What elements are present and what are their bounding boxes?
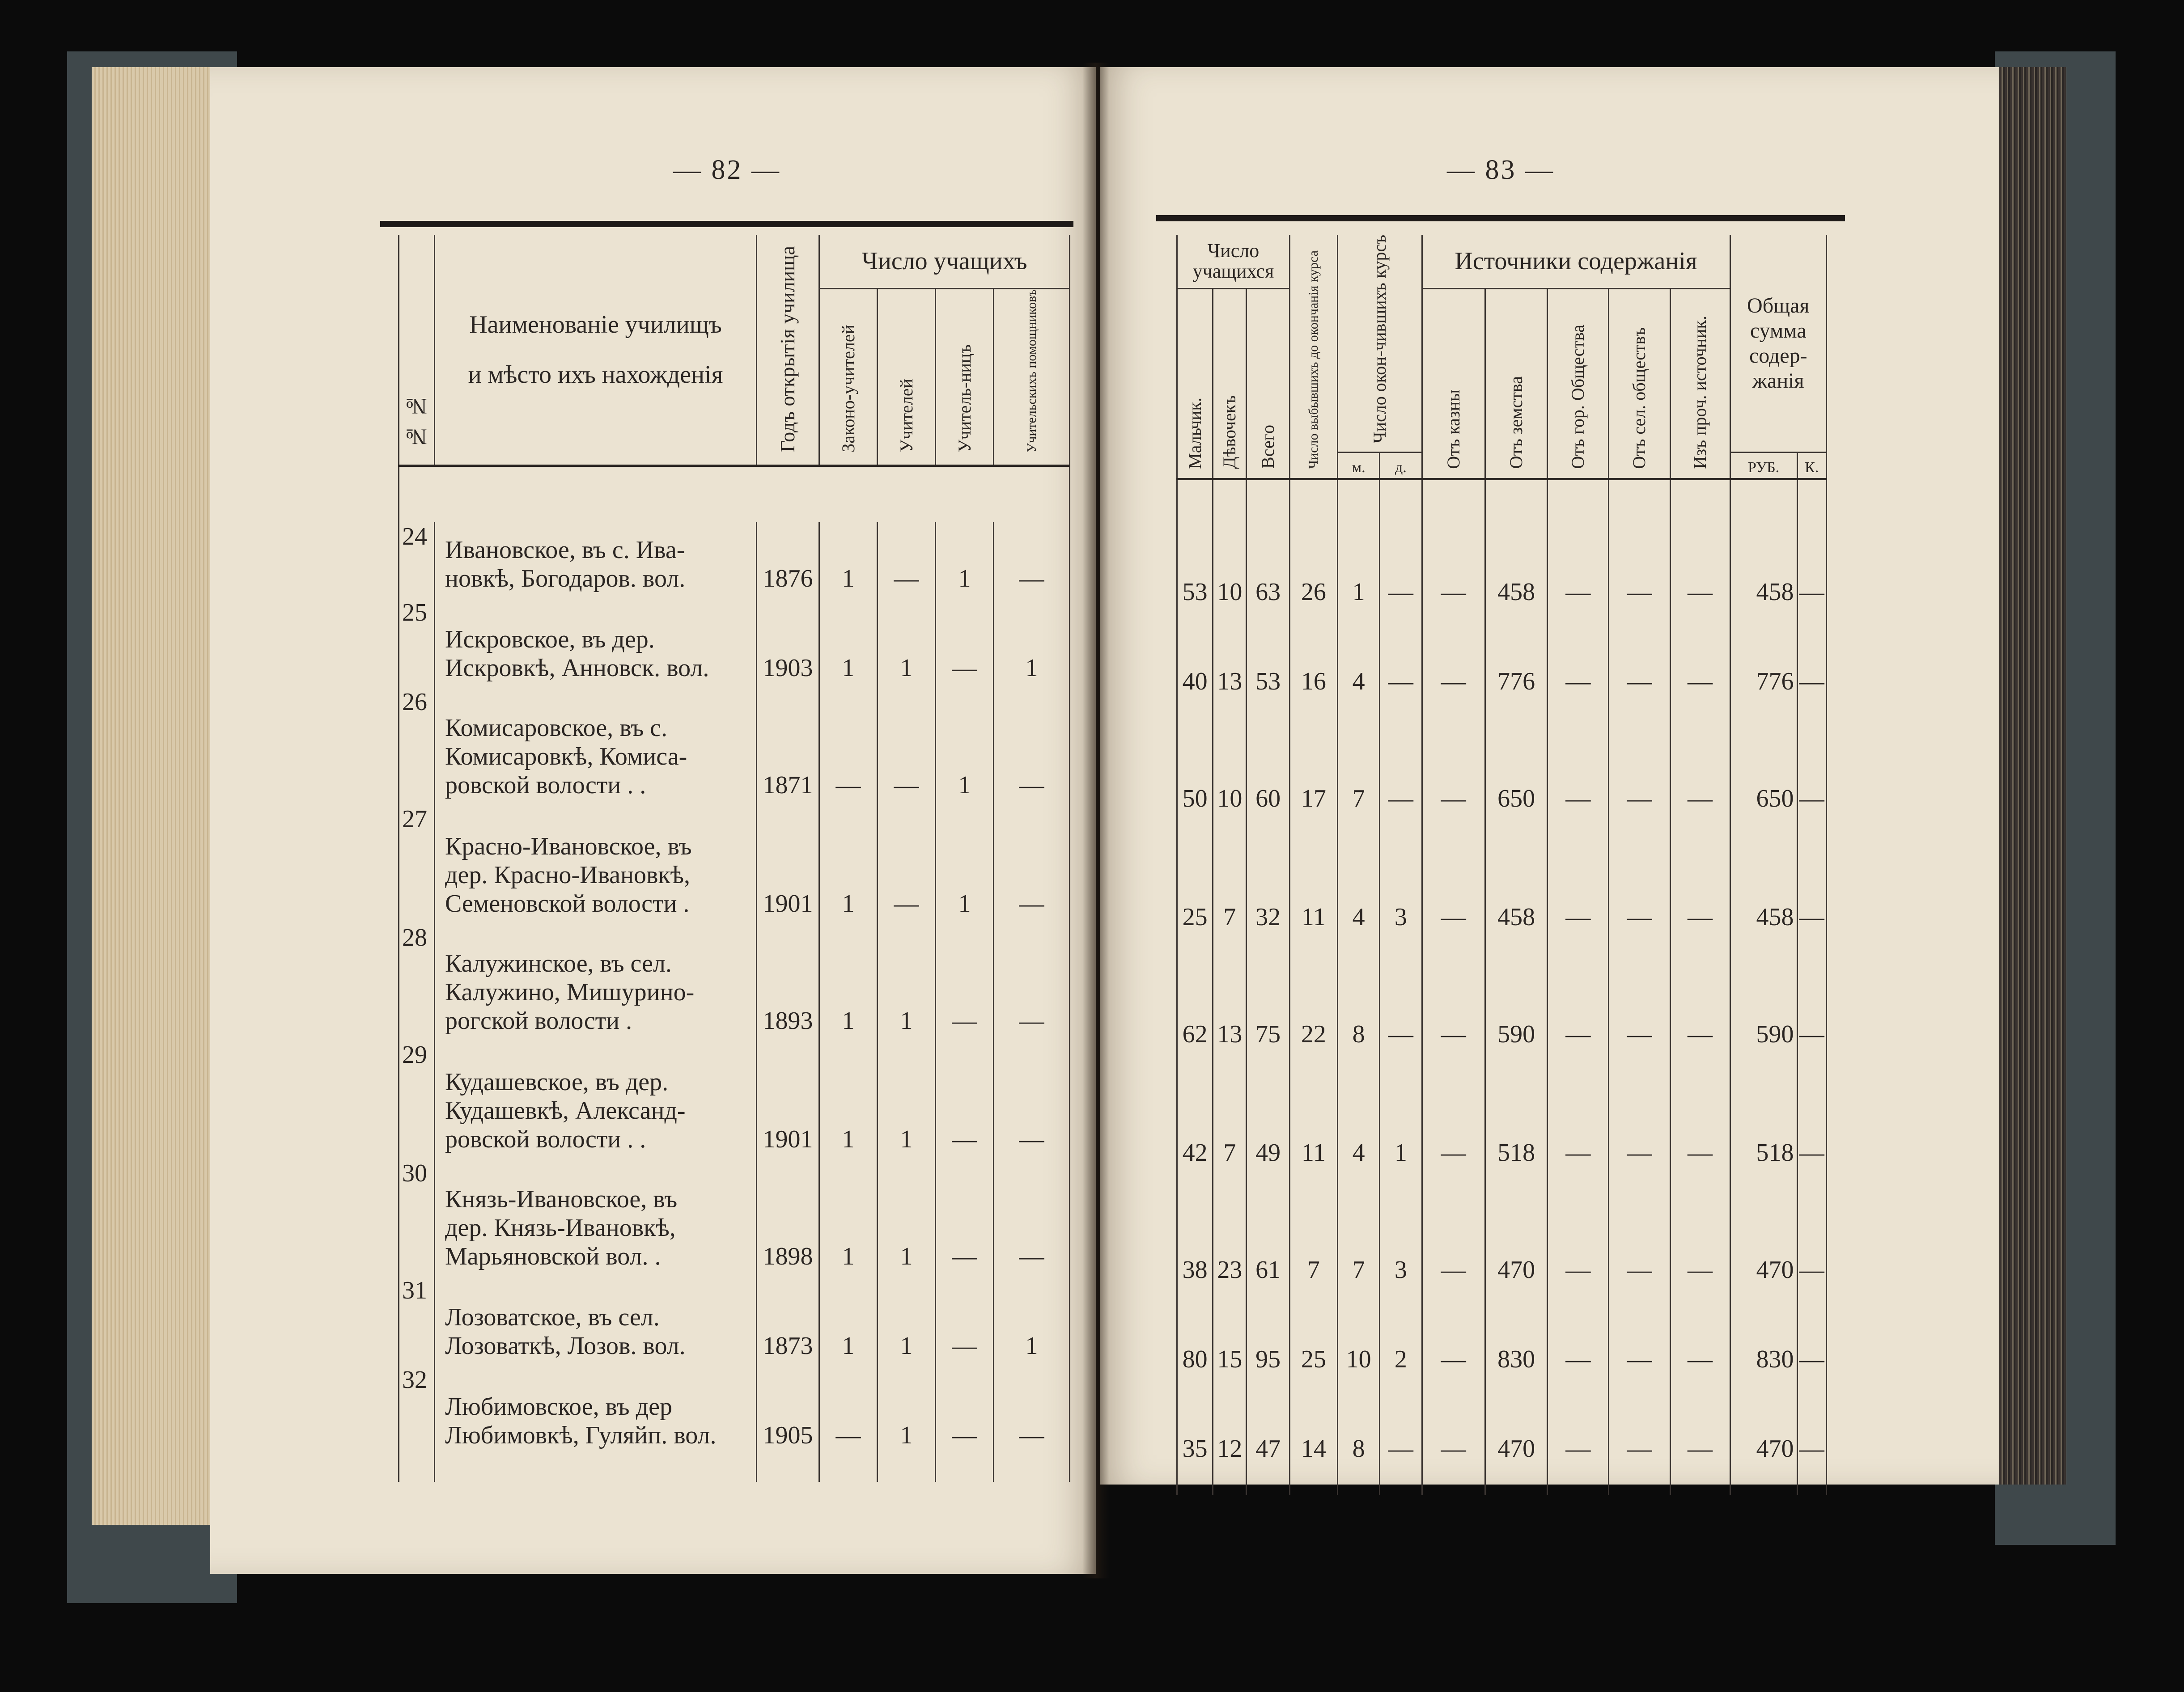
treasury-funds: — bbox=[1422, 1054, 1485, 1172]
opening-year: 1898 bbox=[757, 1159, 819, 1276]
zemstvo-funds: 518 bbox=[1485, 1054, 1547, 1172]
teacher-women-count: 1 bbox=[936, 688, 994, 805]
boys-count: 42 bbox=[1177, 1054, 1213, 1172]
girls-count: 10 bbox=[1213, 536, 1247, 612]
village-funds: — bbox=[1609, 1172, 1670, 1290]
girls-count: 13 bbox=[1213, 937, 1247, 1054]
total-count: 63 bbox=[1247, 536, 1289, 612]
school-name: Калужинское, въ сел. Калужино, Мишурино- рогской волости . bbox=[435, 923, 757, 1041]
table-row bbox=[399, 522, 1070, 598]
assistants-count: — bbox=[994, 805, 1070, 923]
total-kop: — bbox=[1797, 1290, 1826, 1379]
village-funds: — bbox=[1609, 1290, 1670, 1379]
total-rub: 590 bbox=[1730, 937, 1797, 1054]
law-teachers-count: — bbox=[819, 1366, 878, 1455]
zemstvo-funds: 650 bbox=[1485, 701, 1547, 818]
boys-count: 25 bbox=[1177, 818, 1213, 937]
total-rub: 458 bbox=[1730, 536, 1797, 612]
school-name: Лозоватское, въ сел. Лозоваткѣ, Лозов. вол. bbox=[435, 1276, 757, 1366]
other-funds: — bbox=[1670, 1379, 1730, 1468]
total-rub: 650 bbox=[1730, 701, 1797, 818]
law-teachers-count: 1 bbox=[819, 1159, 878, 1276]
header-girls: Дѣвочекъ bbox=[1213, 288, 1247, 479]
header-graduated-group: Число окон-чившихъ курсъ bbox=[1337, 235, 1422, 453]
total-kop: — bbox=[1797, 1379, 1826, 1468]
graduated-boys: 4 bbox=[1337, 818, 1379, 937]
village-funds: — bbox=[1609, 1379, 1670, 1468]
total-kop: — bbox=[1797, 701, 1826, 818]
girls-count: 23 bbox=[1213, 1172, 1247, 1290]
header-sum-group: Общая сумма содер-жанія bbox=[1730, 235, 1826, 453]
zemstvo-funds: 470 bbox=[1485, 1379, 1547, 1468]
school-name: Князь-Ивановское, въ дер. Князь-Ивановкѣ, Марьяновской вол. . bbox=[435, 1159, 757, 1276]
boys-count: 40 bbox=[1177, 612, 1213, 701]
city-funds: — bbox=[1548, 536, 1609, 612]
teachers-count: — bbox=[878, 688, 936, 805]
graduated-girls: 3 bbox=[1380, 1172, 1422, 1290]
header-kop: К. bbox=[1797, 453, 1826, 479]
header-teachers: Учителей bbox=[878, 288, 936, 466]
boys-count: 35 bbox=[1177, 1379, 1213, 1468]
boys-count: 38 bbox=[1177, 1172, 1213, 1290]
table-row bbox=[399, 688, 1070, 805]
school-number: 31 bbox=[399, 1276, 435, 1366]
girls-count: 10 bbox=[1213, 701, 1247, 818]
zemstvo-funds: 830 bbox=[1485, 1290, 1547, 1379]
dropped-count: 26 bbox=[1289, 536, 1337, 612]
total-kop: — bbox=[1797, 818, 1826, 937]
teachers-count: 1 bbox=[878, 1041, 936, 1159]
header-school-name: Наименованіе училищъ и мѣсто ихъ нахожденія bbox=[435, 235, 757, 466]
dropped-count: 16 bbox=[1289, 612, 1337, 701]
header-dropped: Число выбывшихъ до окончанія курса bbox=[1289, 235, 1337, 479]
law-teachers-count: — bbox=[819, 688, 878, 805]
graduated-girls: — bbox=[1380, 1379, 1422, 1468]
table-row bbox=[399, 1366, 1070, 1455]
village-funds: — bbox=[1609, 1054, 1670, 1172]
table-row bbox=[1177, 701, 1827, 818]
total-count: 60 bbox=[1247, 701, 1289, 818]
graduated-boys: 7 bbox=[1337, 701, 1379, 818]
total-kop: — bbox=[1797, 1054, 1826, 1172]
dropped-count: 25 bbox=[1289, 1290, 1337, 1379]
table-row bbox=[399, 1159, 1070, 1276]
header-assistants: Учительскихъ помощниковъ bbox=[994, 288, 1070, 466]
other-funds: — bbox=[1670, 818, 1730, 937]
header-city: Отъ гор. Общества bbox=[1548, 288, 1609, 479]
total-rub: 458 bbox=[1730, 818, 1797, 937]
dropped-count: 11 bbox=[1289, 818, 1337, 937]
school-number: 24 bbox=[399, 522, 435, 598]
teachers-count: 1 bbox=[878, 598, 936, 688]
top-rule-left bbox=[380, 221, 1073, 227]
zemstvo-funds: 458 bbox=[1485, 818, 1547, 937]
total-rub: 830 bbox=[1730, 1290, 1797, 1379]
school-number: 25 bbox=[399, 598, 435, 688]
table-row bbox=[399, 1276, 1070, 1366]
header-rub: РУБ. bbox=[1730, 453, 1797, 479]
school-name: Ивановское, въ с. Ива- новкѣ, Богодаров. вол. bbox=[435, 522, 757, 598]
treasury-funds: — bbox=[1422, 1379, 1485, 1468]
other-funds: — bbox=[1670, 1290, 1730, 1379]
treasury-funds: — bbox=[1422, 701, 1485, 818]
boys-count: 80 bbox=[1177, 1290, 1213, 1379]
assistants-count: 1 bbox=[994, 598, 1070, 688]
teacher-women-count: — bbox=[936, 1276, 994, 1366]
header-boys: Мальчик. bbox=[1177, 288, 1213, 479]
pupils-funding-table bbox=[1176, 235, 1827, 1495]
header-teachers-group: Число учащихъ bbox=[819, 235, 1070, 288]
table-row bbox=[1177, 1290, 1827, 1379]
graduated-boys: 1 bbox=[1337, 536, 1379, 612]
total-kop: — bbox=[1797, 536, 1826, 612]
assistants-count: — bbox=[994, 522, 1070, 598]
opening-year: 1893 bbox=[757, 923, 819, 1041]
school-name: Кудашевское, въ дер. Кудашевкѣ, Александ- ровской волости . . bbox=[435, 1041, 757, 1159]
header-number: № № bbox=[399, 235, 435, 466]
page-number-right: — 83 — bbox=[1447, 155, 1555, 185]
opening-year: 1901 bbox=[757, 1041, 819, 1159]
total-kop: — bbox=[1797, 612, 1826, 701]
header-teacher-women: Учитель-ницъ bbox=[936, 288, 994, 466]
header-treasury: Отъ казны bbox=[1422, 288, 1485, 479]
graduated-girls: — bbox=[1380, 937, 1422, 1054]
total-rub: 776 bbox=[1730, 612, 1797, 701]
assistants-count: 1 bbox=[994, 1276, 1070, 1366]
book-gutter bbox=[1082, 63, 1109, 1578]
boys-count: 53 bbox=[1177, 536, 1213, 612]
total-count: 95 bbox=[1247, 1290, 1289, 1379]
total-kop: — bbox=[1797, 937, 1826, 1054]
girls-count: 15 bbox=[1213, 1290, 1247, 1379]
header-village: Отъ сел. обществъ bbox=[1609, 288, 1670, 479]
treasury-funds: — bbox=[1422, 937, 1485, 1054]
village-funds: — bbox=[1609, 701, 1670, 818]
table-row bbox=[1177, 612, 1827, 701]
city-funds: — bbox=[1548, 1290, 1609, 1379]
city-funds: — bbox=[1548, 1054, 1609, 1172]
graduated-boys: 8 bbox=[1337, 937, 1379, 1054]
graduated-boys: 10 bbox=[1337, 1290, 1379, 1379]
dropped-count: 22 bbox=[1289, 937, 1337, 1054]
girls-count: 7 bbox=[1213, 1054, 1247, 1172]
opening-year: 1901 bbox=[757, 805, 819, 923]
dropped-count: 7 bbox=[1289, 1172, 1337, 1290]
graduated-girls: — bbox=[1380, 612, 1422, 701]
school-number: 32 bbox=[399, 1366, 435, 1455]
table-row bbox=[1177, 536, 1827, 612]
assistants-count: — bbox=[994, 1366, 1070, 1455]
school-number: 29 bbox=[399, 1041, 435, 1159]
law-teachers-count: 1 bbox=[819, 923, 878, 1041]
header-graduated-d: д. bbox=[1380, 453, 1422, 479]
assistants-count: — bbox=[994, 1041, 1070, 1159]
page-edges-right bbox=[1999, 67, 2066, 1485]
zemstvo-funds: 776 bbox=[1485, 612, 1547, 701]
total-count: 47 bbox=[1247, 1379, 1289, 1468]
teachers-count: — bbox=[878, 805, 936, 923]
law-teachers-count: 1 bbox=[819, 1276, 878, 1366]
graduated-boys: 7 bbox=[1337, 1172, 1379, 1290]
assistants-count: — bbox=[994, 923, 1070, 1041]
table-row bbox=[1177, 1379, 1827, 1468]
boys-count: 50 bbox=[1177, 701, 1213, 818]
total-count: 49 bbox=[1247, 1054, 1289, 1172]
village-funds: — bbox=[1609, 937, 1670, 1054]
school-number: 26 bbox=[399, 688, 435, 805]
teachers-count: — bbox=[878, 522, 936, 598]
school-name: Любимовское, въ дер Любимовкѣ, Гуляйп. вол. bbox=[435, 1366, 757, 1455]
total-count: 53 bbox=[1247, 612, 1289, 701]
table-row bbox=[399, 1041, 1070, 1159]
total-kop: — bbox=[1797, 1172, 1826, 1290]
graduated-girls: 3 bbox=[1380, 818, 1422, 937]
teachers-count: 1 bbox=[878, 1159, 936, 1276]
treasury-funds: — bbox=[1422, 536, 1485, 612]
teacher-women-count: — bbox=[936, 923, 994, 1041]
other-funds: — bbox=[1670, 701, 1730, 818]
graduated-boys: 8 bbox=[1337, 1379, 1379, 1468]
city-funds: — bbox=[1548, 612, 1609, 701]
school-number: 28 bbox=[399, 923, 435, 1041]
dropped-count: 17 bbox=[1289, 701, 1337, 818]
top-rule-right bbox=[1156, 215, 1845, 221]
total-rub: 470 bbox=[1730, 1379, 1797, 1468]
teachers-count: 1 bbox=[878, 1366, 936, 1455]
header-zemstvo: Отъ земства bbox=[1485, 288, 1547, 479]
schools-table bbox=[398, 235, 1070, 1482]
table-row bbox=[1177, 1054, 1827, 1172]
zemstvo-funds: 590 bbox=[1485, 937, 1547, 1054]
treasury-funds: — bbox=[1422, 818, 1485, 937]
total-count: 61 bbox=[1247, 1172, 1289, 1290]
header-total: Всего bbox=[1247, 288, 1289, 479]
graduated-girls: 1 bbox=[1380, 1054, 1422, 1172]
header-law-teachers: Законо-учителей bbox=[819, 288, 878, 466]
page-number-left: — 82 — bbox=[673, 155, 781, 185]
table-row bbox=[399, 598, 1070, 688]
table-row bbox=[399, 805, 1070, 923]
teacher-women-count: — bbox=[936, 1159, 994, 1276]
table-row bbox=[1177, 1172, 1827, 1290]
school-name: Красно-Ивановское, въ дер. Красно-Ивановкѣ, Семеновской волости . bbox=[435, 805, 757, 923]
header-year: Годъ открытія училища bbox=[757, 235, 819, 466]
boys-count: 62 bbox=[1177, 937, 1213, 1054]
treasury-funds: — bbox=[1422, 1172, 1485, 1290]
graduated-boys: 4 bbox=[1337, 612, 1379, 701]
teachers-count: 1 bbox=[878, 1276, 936, 1366]
girls-count: 7 bbox=[1213, 818, 1247, 937]
other-funds: — bbox=[1670, 612, 1730, 701]
city-funds: — bbox=[1548, 818, 1609, 937]
graduated-boys: 4 bbox=[1337, 1054, 1379, 1172]
other-funds: — bbox=[1670, 536, 1730, 612]
girls-count: 13 bbox=[1213, 612, 1247, 701]
school-number: 30 bbox=[399, 1159, 435, 1276]
treasury-funds: — bbox=[1422, 1290, 1485, 1379]
law-teachers-count: 1 bbox=[819, 1041, 878, 1159]
opening-year: 1905 bbox=[757, 1366, 819, 1455]
header-sources-group: Источники содержанія bbox=[1422, 235, 1730, 288]
assistants-count: — bbox=[994, 688, 1070, 805]
header-other: Изъ проч. источник. bbox=[1670, 288, 1730, 479]
village-funds: — bbox=[1609, 818, 1670, 937]
table-row bbox=[1177, 818, 1827, 937]
city-funds: — bbox=[1548, 701, 1609, 818]
zemstvo-funds: 470 bbox=[1485, 1172, 1547, 1290]
zemstvo-funds: 458 bbox=[1485, 536, 1547, 612]
village-funds: — bbox=[1609, 536, 1670, 612]
teacher-women-count: — bbox=[936, 598, 994, 688]
graduated-girls: 2 bbox=[1380, 1290, 1422, 1379]
teacher-women-count: — bbox=[936, 1366, 994, 1455]
other-funds: — bbox=[1670, 937, 1730, 1054]
law-teachers-count: 1 bbox=[819, 805, 878, 923]
girls-count: 12 bbox=[1213, 1379, 1247, 1468]
teacher-women-count: 1 bbox=[936, 805, 994, 923]
school-number: 27 bbox=[399, 805, 435, 923]
total-count: 32 bbox=[1247, 818, 1289, 937]
total-rub: 470 bbox=[1730, 1172, 1797, 1290]
teachers-count: 1 bbox=[878, 923, 936, 1041]
graduated-girls: — bbox=[1380, 536, 1422, 612]
opening-year: 1876 bbox=[757, 522, 819, 598]
header-graduated-m: м. bbox=[1337, 453, 1379, 479]
teacher-women-count: 1 bbox=[936, 522, 994, 598]
city-funds: — bbox=[1548, 1379, 1609, 1468]
dropped-count: 14 bbox=[1289, 1379, 1337, 1468]
opening-year: 1873 bbox=[757, 1276, 819, 1366]
table-row bbox=[1177, 937, 1827, 1054]
header-pupils-group: Число учащихся bbox=[1177, 235, 1290, 288]
village-funds: — bbox=[1609, 612, 1670, 701]
law-teachers-count: 1 bbox=[819, 598, 878, 688]
other-funds: — bbox=[1670, 1172, 1730, 1290]
assistants-count: — bbox=[994, 1159, 1070, 1276]
school-name: Комисаровское, въ с. Комисаровкѣ, Комиса- ровской волости . . bbox=[435, 688, 757, 805]
total-rub: 518 bbox=[1730, 1054, 1797, 1172]
table-row bbox=[399, 923, 1070, 1041]
total-count: 75 bbox=[1247, 937, 1289, 1054]
city-funds: — bbox=[1548, 1172, 1609, 1290]
law-teachers-count: 1 bbox=[819, 522, 878, 598]
treasury-funds: — bbox=[1422, 612, 1485, 701]
city-funds: — bbox=[1548, 937, 1609, 1054]
opening-year: 1903 bbox=[757, 598, 819, 688]
teacher-women-count: — bbox=[936, 1041, 994, 1159]
school-name: Искровское, въ дер. Искровкѣ, Анновск. вол. bbox=[435, 598, 757, 688]
graduated-girls: — bbox=[1380, 701, 1422, 818]
other-funds: — bbox=[1670, 1054, 1730, 1172]
opening-year: 1871 bbox=[757, 688, 819, 805]
dropped-count: 11 bbox=[1289, 1054, 1337, 1172]
